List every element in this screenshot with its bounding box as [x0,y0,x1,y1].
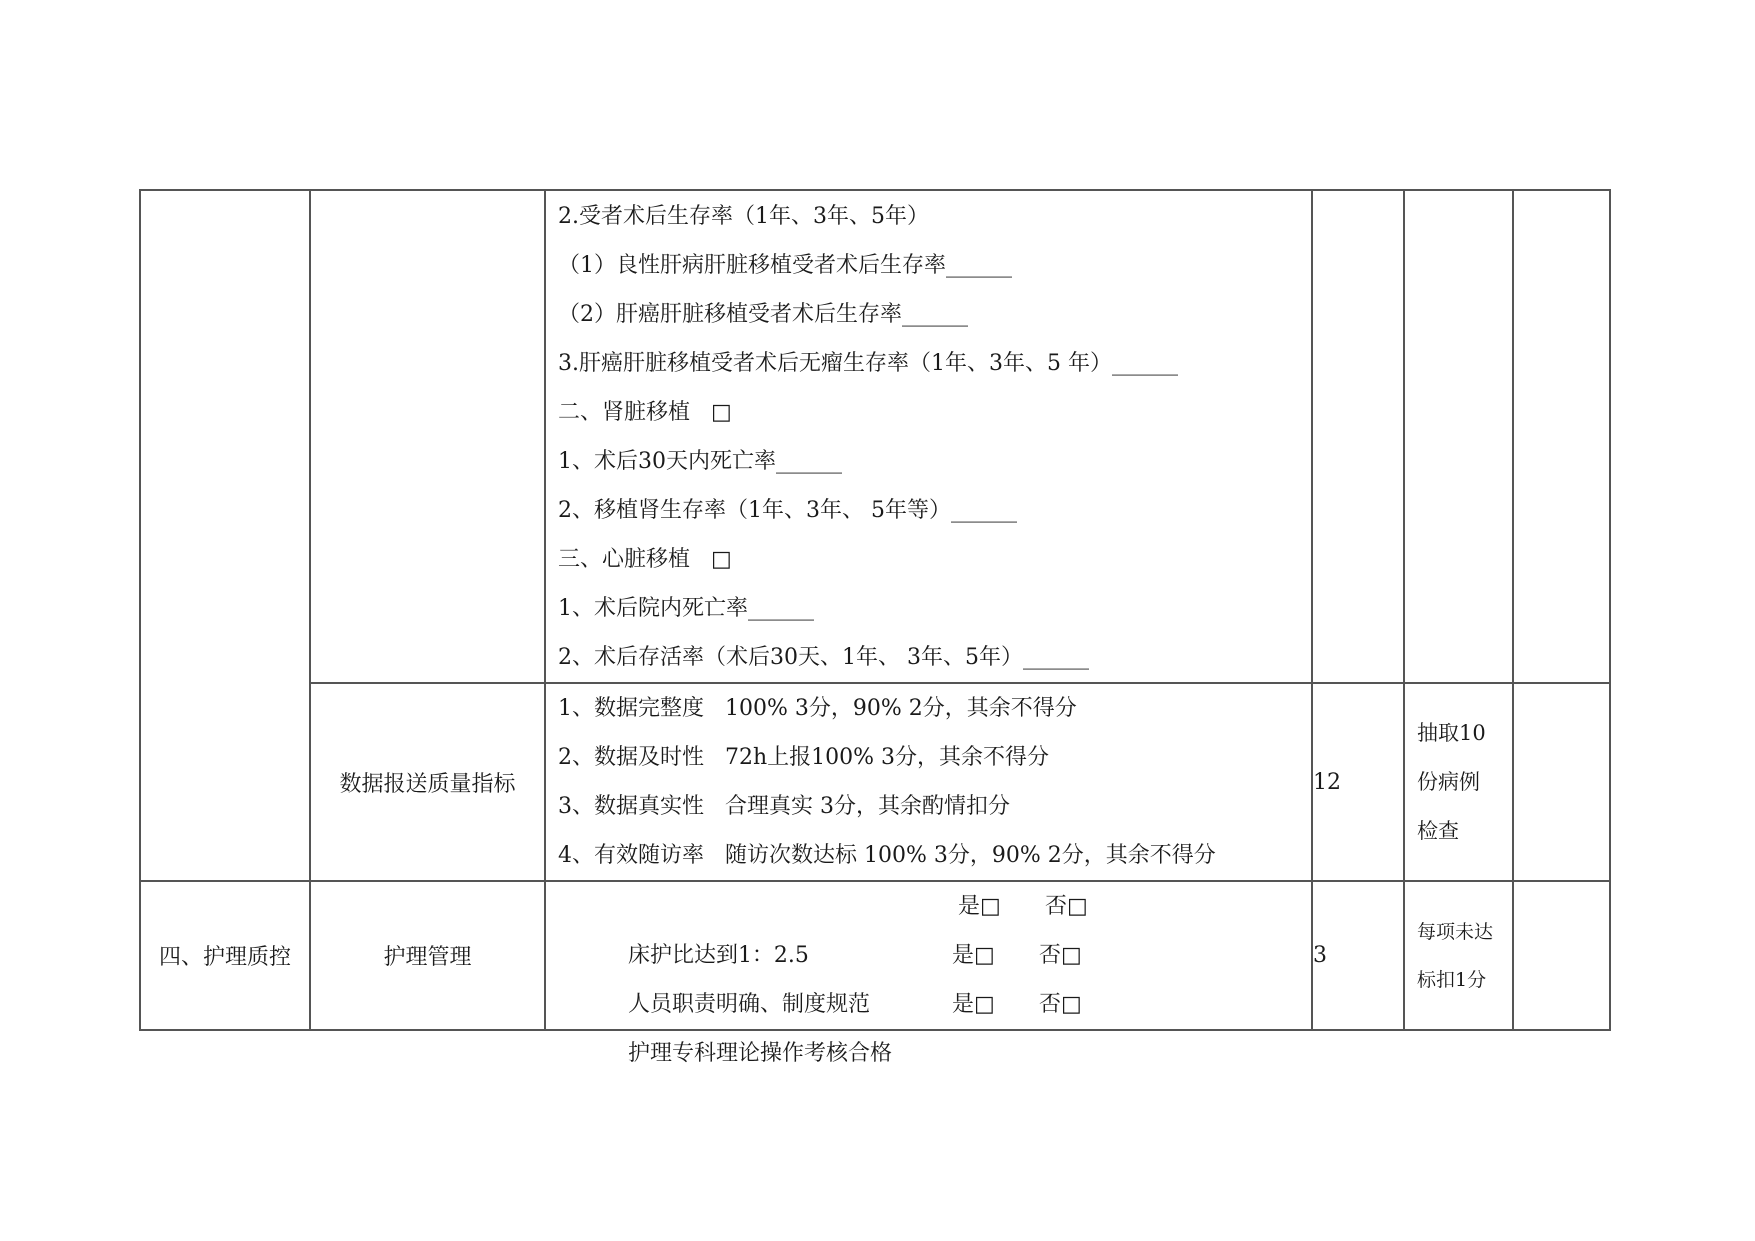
content-line: 3.肝癌肝脏移植受者术后无瘤生存率（1年、3年、5 年）______ [558,350,1178,376]
table-row [140,881,1610,1030]
yes-checkbox[interactable]: 是□ [952,943,995,968]
check-label: 床护比达到1：2.5 [627,943,809,968]
evaluation-table [139,189,1611,1066]
score-cell [1312,190,1404,683]
content-line: 1、术后30天内死亡率______ [558,448,842,474]
method-cell [1404,190,1513,683]
deduction-cell [1513,881,1610,1030]
check-label: 护理专科理论操作考核合格 [627,1041,892,1066]
content-line: 2、术后存活率（术后30天、1年、 3年、5年）______ [558,644,1089,670]
no-checkbox[interactable]: 否□ [1039,992,1082,1017]
content-cell [545,190,1312,683]
item-cell [310,190,545,683]
check-line [558,931,1299,1017]
yes-checkbox[interactable]: 是□ [958,894,1001,919]
item-cell: 护理管理 [310,881,545,1030]
no-checkbox[interactable]: 否□ [1045,894,1088,919]
item-cell: 数据报送质量指标 [310,683,545,881]
content-line: 1、数据完整度 100% 3分，90% 2分，其余不得分 [558,696,1077,721]
content-line: 2、移植肾生存率（1年、3年、 5年等）______ [558,497,1017,523]
content-line: （2）肝癌肝脏移植受者术后生存率______ [558,301,968,327]
table-row [140,190,1610,683]
content-line: 4、有效随访率 随访次数达标 100% 3分，90% 2分，其余不得分 [558,843,1216,868]
method-line: 份病例 [1417,769,1480,794]
content-line: 三、心脏移植 □ [558,546,732,572]
content-cell [545,683,1312,881]
method-line: 标扣1分 [1417,968,1487,991]
check-label: 人员职责明确、制度规范 [627,992,870,1017]
method-line: 每项未达 [1417,920,1494,943]
content-line: 2.受者术后生存率（1年、3年、5年） [558,203,929,229]
content-line: 二、肾脏移植 □ [558,399,732,425]
content-cell [545,881,1312,1066]
deduction-cell [1513,683,1610,881]
check-line [558,980,1299,1066]
score-cell: 3 [1312,881,1404,1030]
check-line [558,882,1299,968]
method-line: 检查 [1417,818,1459,843]
content-line: 2、数据及时性 72h上报100% 3分，其余不得分 [558,745,1050,770]
deduction-cell [1513,190,1610,683]
category-cell: 四、护理质控 [140,881,310,1030]
table-row [140,683,1610,881]
category-cell [140,190,310,881]
method-line: 抽取10 [1417,720,1486,745]
content-line: 3、数据真实性 合理真实 3分，其余酌情扣分 [558,794,1010,819]
yes-checkbox[interactable]: 是□ [952,992,995,1017]
score-cell: 12 [1312,683,1404,881]
content-line: （1）良性肝病肝脏移植受者术后生存率______ [558,252,1012,278]
method-cell [1404,881,1513,1030]
content-line: 1、术后院内死亡率______ [558,595,814,621]
method-cell [1404,683,1513,881]
no-checkbox[interactable]: 否□ [1039,943,1082,968]
